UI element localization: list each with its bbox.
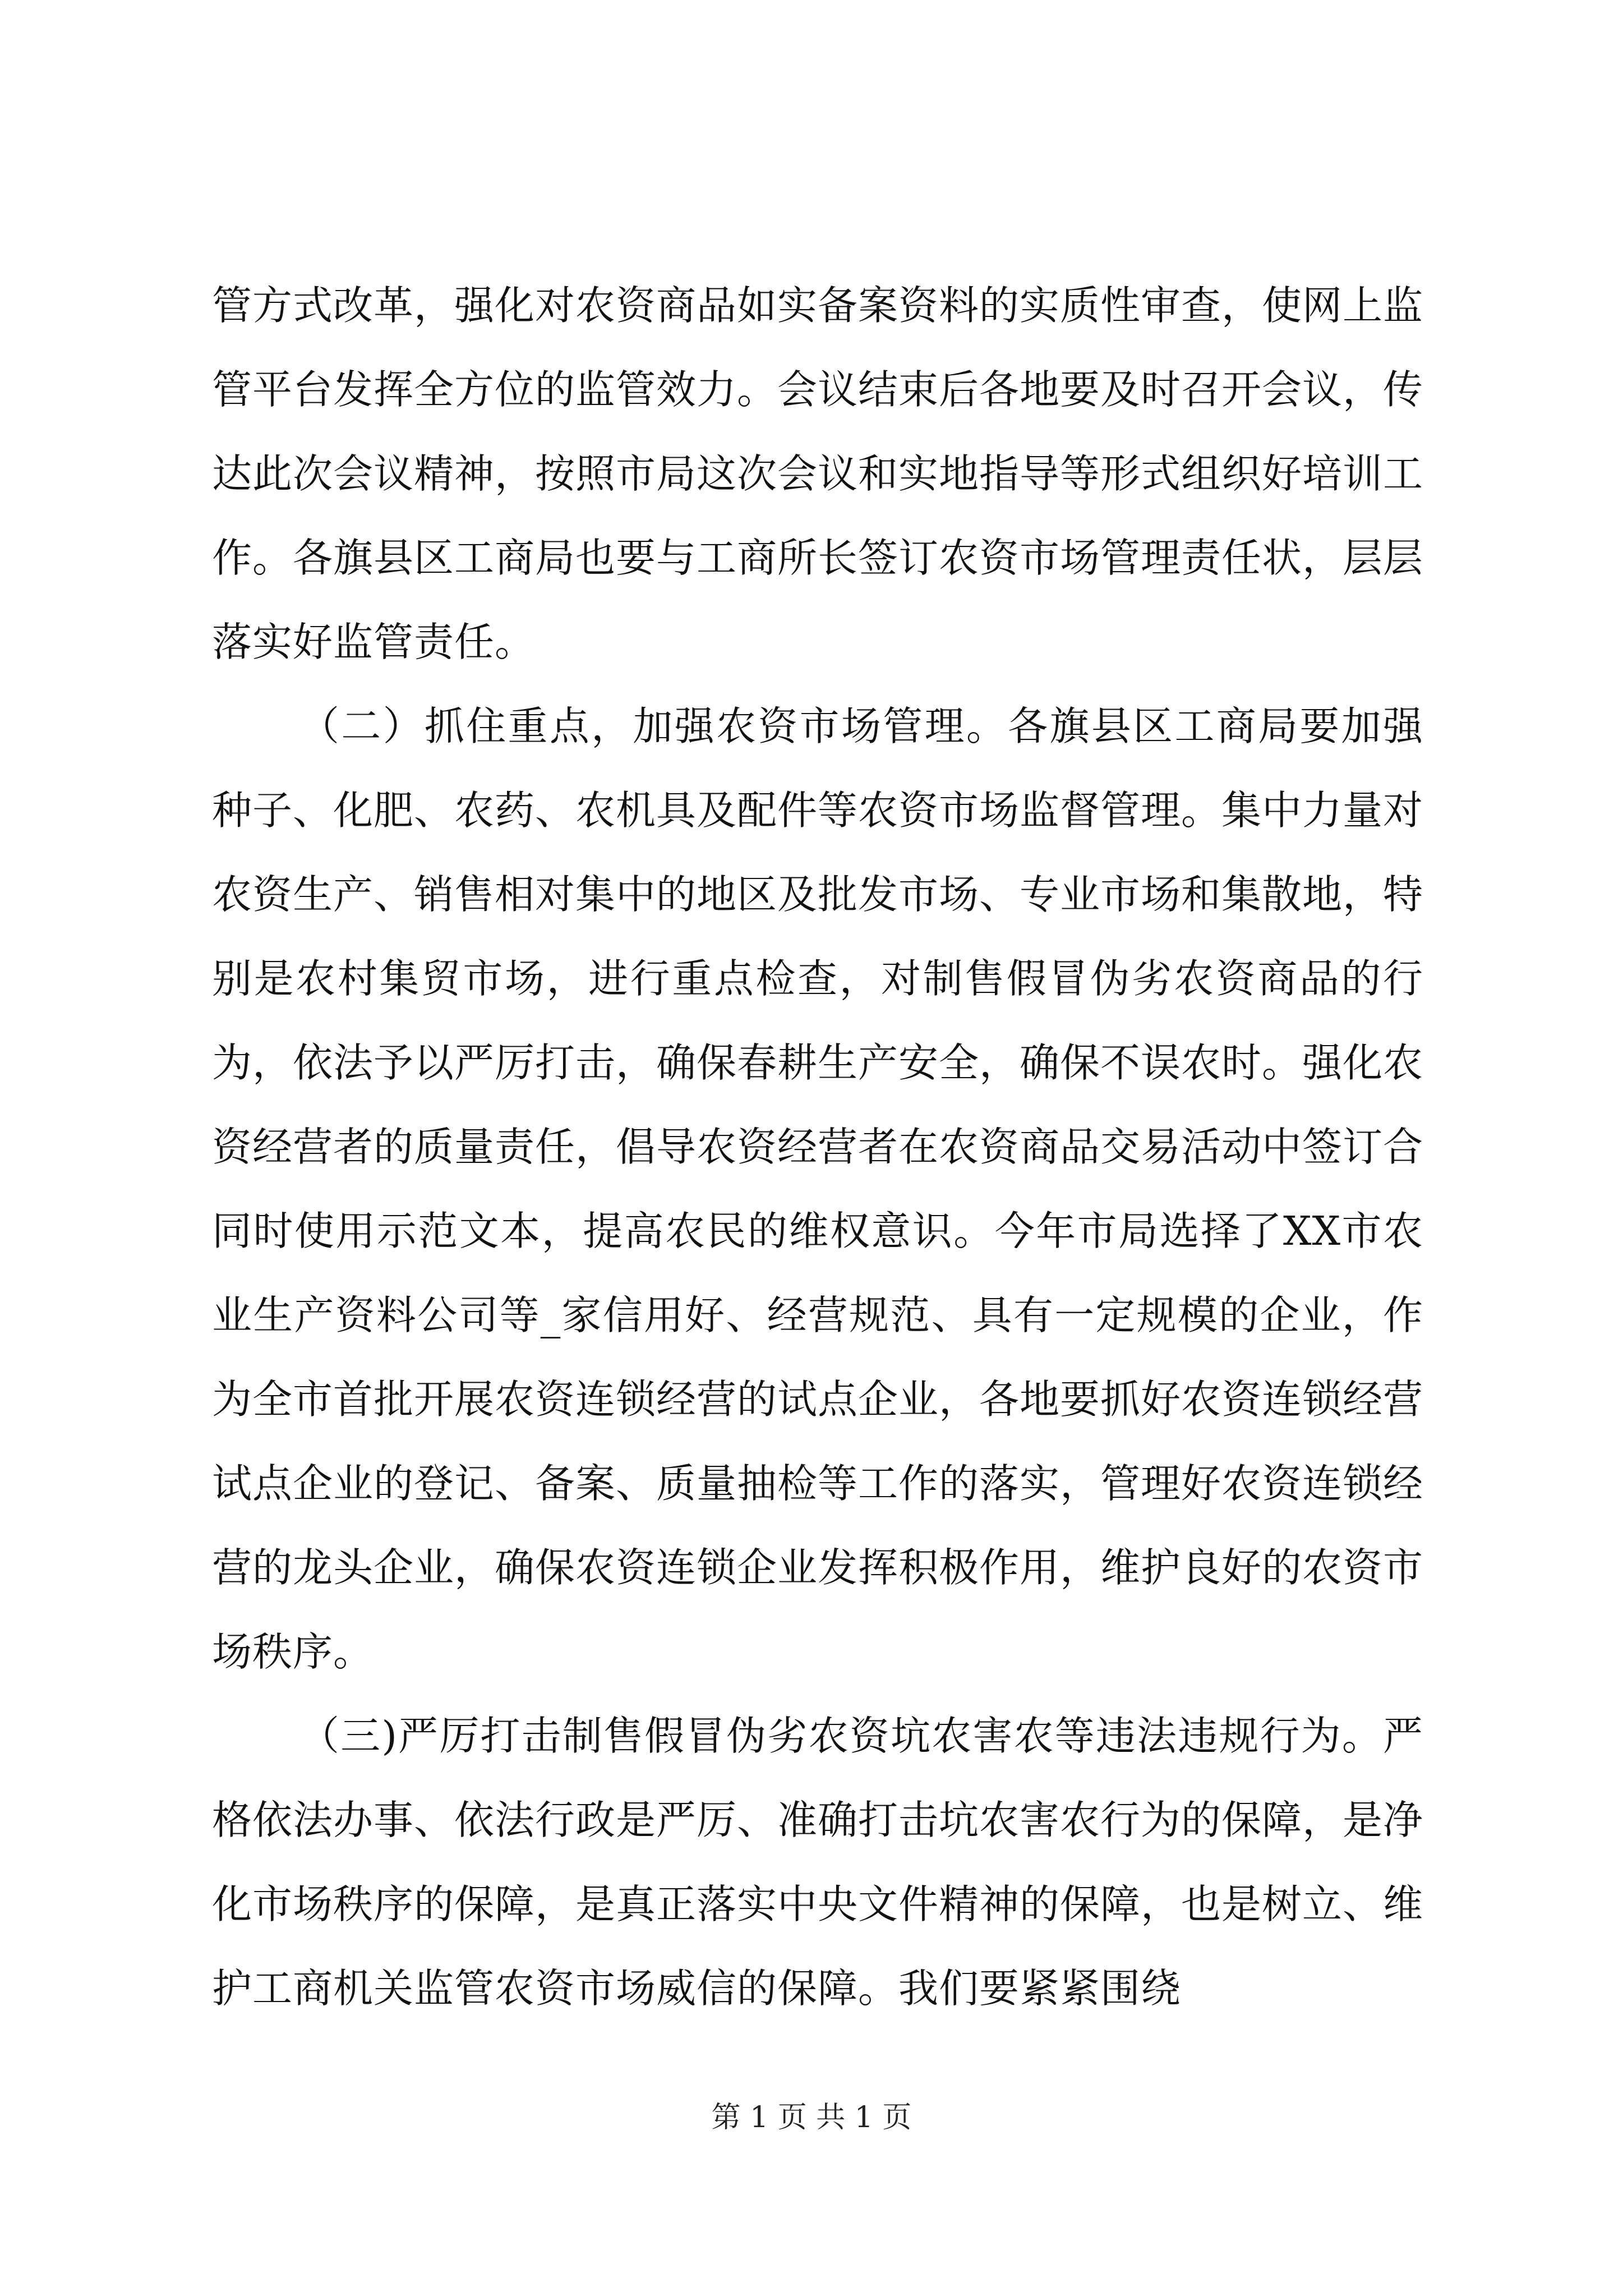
page-number-footer: 第 1 页 共 1 页	[711, 2101, 912, 2134]
document-body	[212, 264, 1423, 2031]
paragraph-section-two: （二）抓住重点，加强农资市场管理。各旗县区工商局要加强种子、化肥、农药、农机具及配件等农资市场监督管理。集中力量对农资生产、销售相对集中的地区及批发市场、专业市场和集散地，特别是农村集贸市场，进行重点检查，对制售假冒伪劣农资商品的行为，依法予以严厉打击，确保春耕生产安全，确保不误农时。强化农资经营者的质量责任，倡导农资经营者在农资商品交易活动中签订合同时使用示范文本，提高农民的维权意识。今年市局选择了XX市农业生产资料公司等_家信用好、经营规范、具有一定规模的企业，作为全市首批开展农资连锁经营的试点企业，各地要抓好农资连锁经营试点企业的登记、备案、质量抽检等工作的落实，管理好农资连锁经营的龙头企业，确保农资连锁企业发挥积极作用，维护良好的农资市场秩序。	[212, 703, 1424, 1675]
paragraph-section-three: （三)严厉打击制售假冒伪劣农资坑农害农等违法违规行为。严格依法办事、依法行政是严厉、准确打击坑农害农行为的保障，是净化市场秩序的保障，是真正落实中央文件精神的保障，也是树立、维护工商机关监管农资市场威信的保障。我们要紧紧围绕	[212, 1713, 1424, 2012]
paragraph-continuation: 管方式改革，强化对农资商品如实备案资料的实质性审查，使网上监管平台发挥全方位的监管效力。会议结束后各地要及时召开会议，传达此次会议精神，按照市局这次会议和实地指导等形式组织好培训工作。各旗县区工商局也要与工商所长签订农资市场管理责任状，层层落实好监管责任。	[212, 282, 1424, 665]
